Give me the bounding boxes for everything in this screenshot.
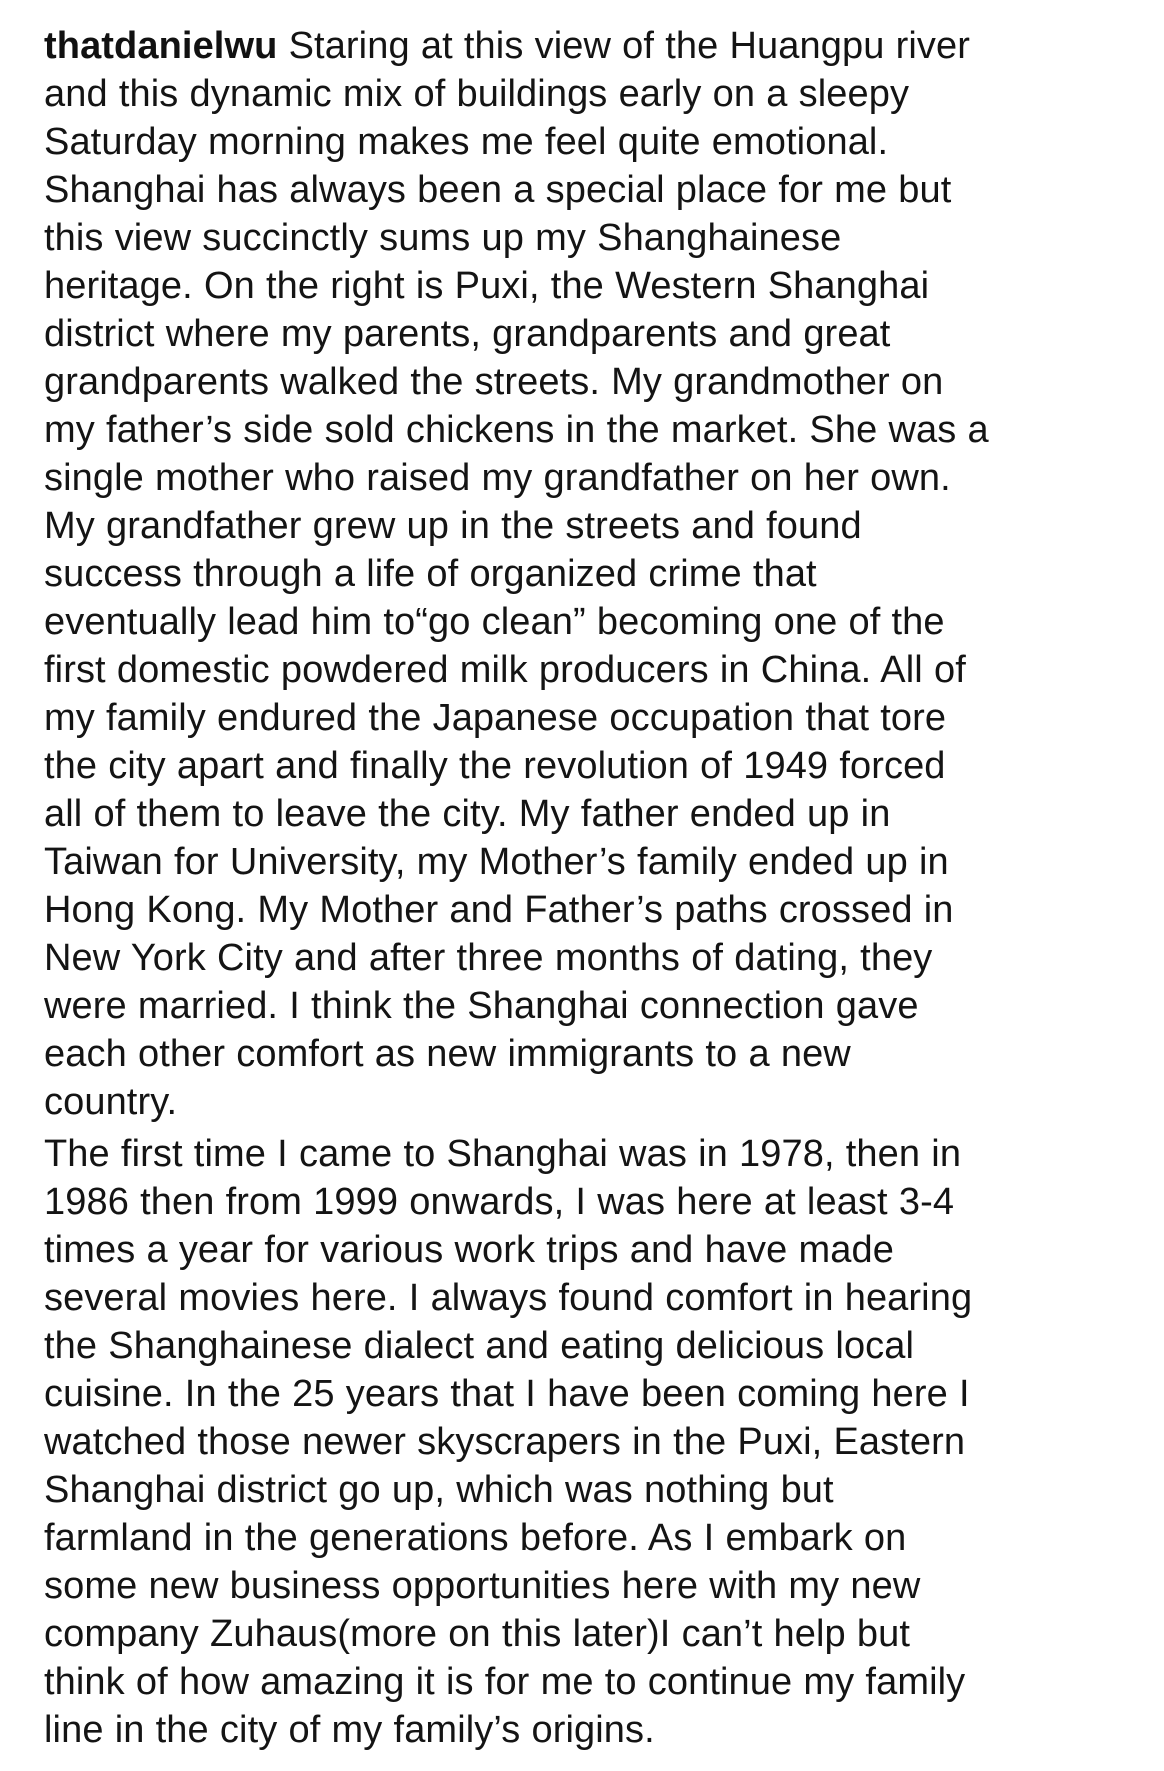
caption-line: the Shanghainese dialect and eating delicious local xyxy=(44,1325,915,1367)
caption-line: times a year for various work trips and have made xyxy=(44,1229,894,1271)
caption-line: Shanghai district go up, which was nothing but xyxy=(44,1469,834,1511)
username-link[interactable]: thatdanielwu xyxy=(44,25,278,67)
caption-line: some new business opportunities here with my new xyxy=(44,1565,921,1607)
caption-line: several movies here. I always found comfort in hearing xyxy=(44,1277,973,1319)
caption-line: Taiwan for University, my Mother’s family ended up in xyxy=(44,841,949,883)
caption-line: single mother who raised my grandfather on her own. xyxy=(44,457,951,499)
caption-line: farmland in the generations before. As I embark on xyxy=(44,1517,907,1559)
caption-line: New York City and after three months of dating, they xyxy=(44,937,933,979)
caption-line: this view succinctly sums up my Shanghainese xyxy=(44,217,842,259)
caption-line: Saturday morning makes me feel quite emotional. xyxy=(44,121,889,163)
caption-line: watched those newer skyscrapers in the Puxi, Eastern xyxy=(44,1421,966,1463)
caption-paragraph xyxy=(44,22,1134,1126)
caption-line xyxy=(44,22,1134,70)
caption-line: eventually lead him to“go clean” becoming one of the xyxy=(44,601,945,643)
caption-line: Hong Kong. My Mother and Father’s paths crossed in xyxy=(44,889,954,931)
caption-paragraph xyxy=(44,1130,1134,1754)
caption-line: success through a life of organized crime that xyxy=(44,553,817,595)
caption-line: line in the city of my family’s origins. xyxy=(44,1709,655,1751)
caption-line: think of how amazing it is for me to continue my family xyxy=(44,1661,966,1703)
caption-line: my family endured the Japanese occupation that tore xyxy=(44,697,947,739)
caption-line: grandparents walked the streets. My grandmother on xyxy=(44,361,944,403)
caption-line: cuisine. In the 25 years that I have been coming here I xyxy=(44,1373,970,1415)
caption-line: all of them to leave the city. My father ended up in xyxy=(44,793,891,835)
caption-line: country. xyxy=(44,1081,178,1123)
caption-line: heritage. On the right is Puxi, the Western Shanghai xyxy=(44,265,930,307)
caption-line: my father’s side sold chickens in the market. She was a xyxy=(44,409,989,451)
caption-line: and this dynamic mix of buildings early on a sleepy xyxy=(44,73,910,115)
caption-text: Staring at this view of the Huangpu river xyxy=(277,25,970,67)
caption-line: district where my parents, grandparents and great xyxy=(44,313,891,355)
caption-line: each other comfort as new immigrants to a new xyxy=(44,1033,851,1075)
caption-line: first domestic powdered milk producers in China. All of xyxy=(44,649,966,691)
caption-line: The first time I came to Shanghai was in 1978, then in xyxy=(44,1133,962,1175)
caption-line: were married. I think the Shanghai connection gave xyxy=(44,985,919,1027)
caption-line: company Zuhaus(more on this later)I can’t help but xyxy=(44,1613,911,1655)
post-caption xyxy=(44,22,1134,1754)
caption-line: 1986 then from 1999 onwards, I was here at least 3-4 xyxy=(44,1181,955,1223)
caption-line: Shanghai has always been a special place for me but xyxy=(44,169,952,211)
caption-line: the city apart and finally the revolution of 1949 forced xyxy=(44,745,946,787)
caption-line: My grandfather grew up in the streets and found xyxy=(44,505,862,547)
